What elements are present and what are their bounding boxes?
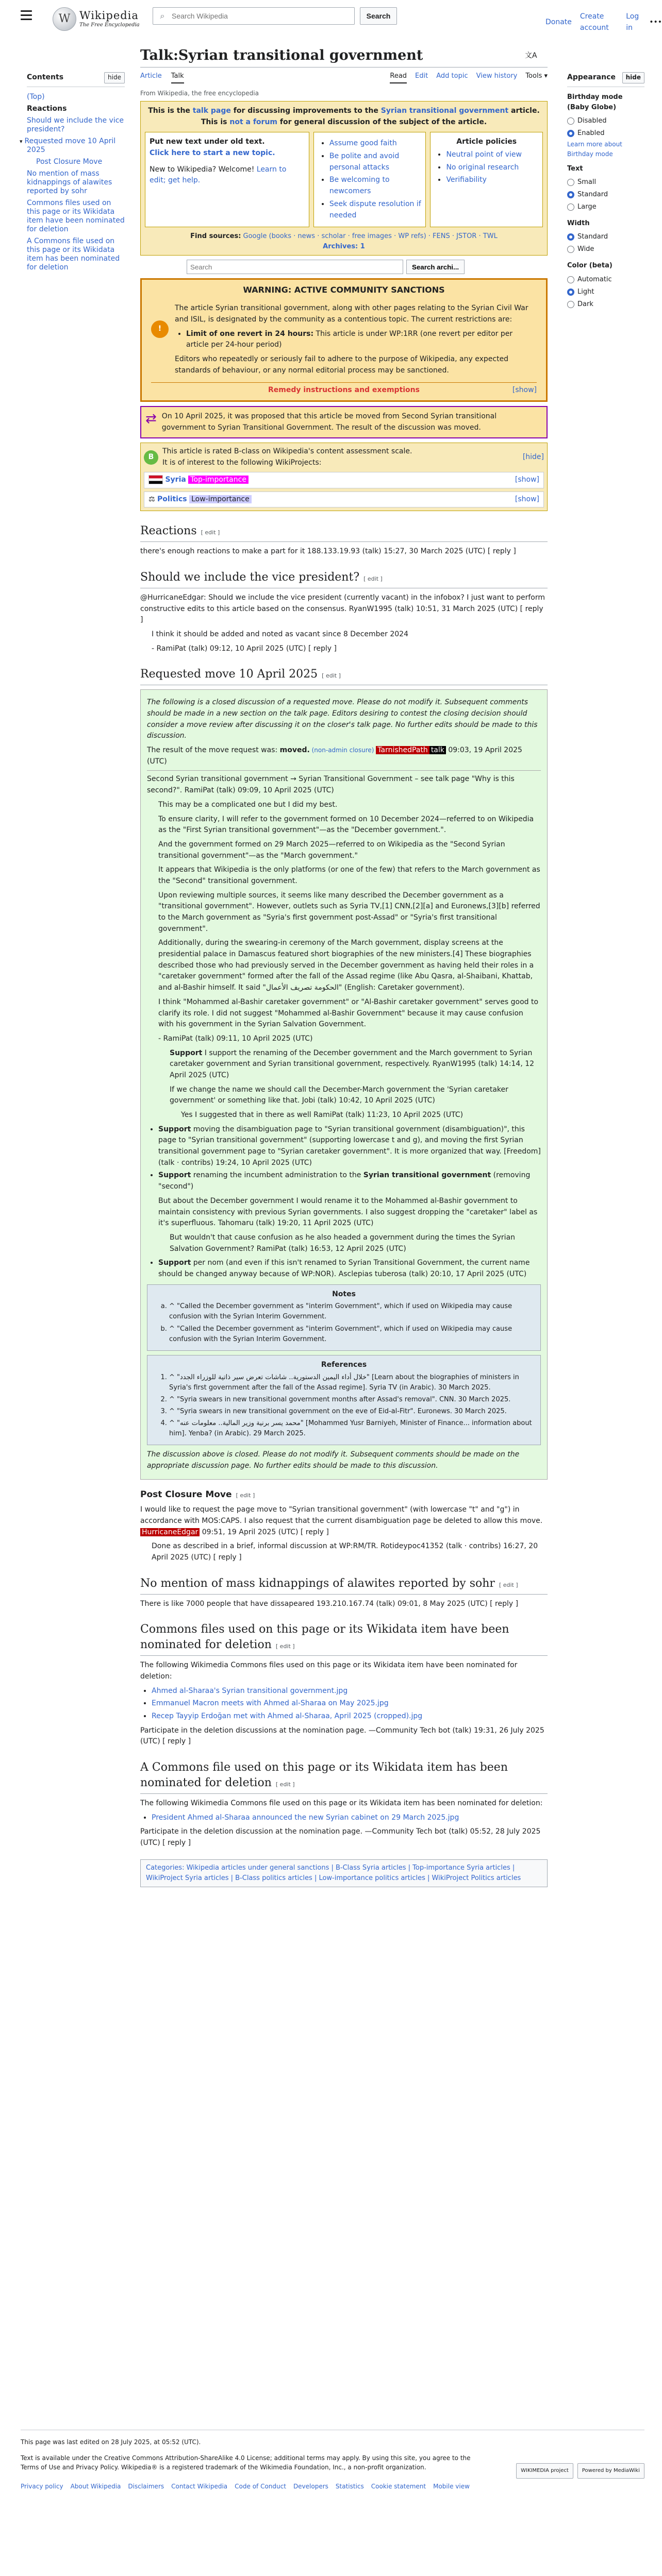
- comment: I think it should be added and noted as vacant since 8 December 2024: [152, 630, 408, 638]
- syria-show-toggle[interactable]: [show]: [515, 475, 539, 484]
- categories-box: Categories: Wikipedia articles under general sanctions | B-Class Syria articles | Top-importance Syria articles | WikiProject Syria articles | B-Class politics articles | Low-importance politics articles | WikiProject Politics articles: [140, 1859, 548, 1887]
- comment: Participate in the deletion discussions at the nomination page. —Community Tech bot (talk) 19:31, 26 July 2025 (UTC) [ reply ]: [140, 1726, 544, 1746]
- tab-article[interactable]: Article: [140, 72, 162, 80]
- moved-notice: ⇄ On 10 April 2025, it was proposed that this article be moved from Second Syrian transitional government to Syrian Transitional Government. The result of the discussion was moved.: [140, 406, 548, 438]
- section-commons-file: A Commons file used on this page or its Wikidata item has been nominated for deletion [ edit ]: [140, 1760, 548, 1794]
- article-policies-panel: Article policies • Neutral point of view • No original research • Verifiability: [430, 132, 543, 227]
- page-tabs: [140, 71, 548, 84]
- tools-dropdown[interactable]: Tools ▾: [525, 72, 548, 80]
- wikipedia-logo[interactable]: [53, 7, 140, 31]
- talk-content: This is the talk page for discussing improvements to the Syrian transitional government article. This is not a forum for general discussion of the subject of the article. Put new text under old text. Click here to start a new topic. New to Wikipedia? Welcome! Learn to edit; get help. • Assume good faith • Be polite and avoid personal attacks • Be welcoming to newcomers • Seek dispute resolution if needed Article policies • Neutral point of view • No original research • Verifiability Find sources: Google (books · news · scholar · free images · WP refs) · FENS · JSTOR · TWL Archives: 1 Search Search archi... WARNING: ACTIVE COMMUNITY SANCTIONS ! The article Syrian transitional government, along with other pages relating to the Syrian Civil War and ISIL, is designated by the community as a contentious topic. The current restrictions are: • Limit of one revert in 24 hours: This article is under WP:1RR (one revert per editor per article per 24-hour period) Editors who repeatedly or seriously fail to adhere to the purpose of Wikipedia, any expected standards of behaviour, or any normal editorial process may be sanctioned. Remedy instructions and exemptions [show] ⇄ On 10 April 2025, it was proposed that this article be moved from Second Syrian transitional government to Syrian Transitional Government. The result of the discussion was moved. B This article is rated B-class on Wikipedia's content assessment scale. It is of interest to the following WikiProjects: [hide] Syria Top-importance [show] ⚖ Politics Low-importance [show] Reactions [ edit ] there's enough reactions to make a part for it 188.133.19.93 (talk) 15:27, 30 March 2025 (UTC) [ reply ] Should we include the vice president? [ edit ] @HurricaneEdgar: Should we include the vice president (currently vacant) in the infobox? I just want to perform constructive edits to this article based on the consensus. RyanW1995 (talk) 10:51, 31 March 2025 (UTC) [ reply ] I think it should be added and noted as vacant since 8 December 2024 - RamiPat (talk) 09:12, 10 April 2025 (UTC) [ reply ] Requested move 10 April 2025 [ edit ] The following is a closed discussion of a requested move. Please do not modify it. Subsequent comments should be made in a new section on the talk page. Editors desiring to contest the closing decision should consider a move review after discussing it on the closer's talk page. No further edits should be made to this discussion. The result of the move request was: moved. (non-admin closure) TarnishedPath talk 09:03, 19 April 2025 (UTC) Second Syrian transitional government → Syrian Transitional Government – see talk page "Why is this second?". RamiPat (talk) 09:09, 10 April 2025 (UTC) This may be a complicated one but I did my best. To ensure clarity, I will refer to the government formed on 10 December 2024—referred to on Wikipedia as the "First Syrian transitional government"—as the "December government.". And the government formed on 29 March 2025—referred to on Wikipedia as the "Second Syrian transitional government"—as the "March government." It appears that Wikipedia is the only platforms (or one of the few) that refers to the March government as the "Second" transitional government. Upon reviewing multiple sources, it seems like many described the December government as a "transitional government". However, outlets such as Syria TV,[1] CNN,[2][a] and Euronews,[3][b] referred to the March government as "Syria's first government post-Assad" or "Syria's first transitional government". Additionally, during the swearing-in ceremony of the March government, display screens at the presidential palace in Damascus featured short biographies of the new ministers.[4] These biographies described those who had previously served in the December government as having held their roles in a "caretaker government" formed after the fall of the Assad regime (like Abu Qasra, al-Shaibani, Khattab, and al-Bashir himself. It said "الحكومة تصريف الأعمال" (English: Caretaker government). I think "Mohammed al-Bashir caretaker government" or "Al-Bashir caretaker government" serves good to clarify its role. I did not suggest "Mohammed al-Bashir Government" because it may cause confusion with his government in the Syrian Salvation Government. - RamiPat (talk) 09:11, 10 April 2025 (UTC) Support I support the renaming of the December government and the March government to Syrian caretaker government and Syrian transitional government, respectively. RyanW1995 (talk) 14:14, 12 April 2025 (UTC) If we change the name we should call the December-March government the 'Syrian caretaker government' or something like that. Jobi (talk) 10:42, 10 April 2025 (UTC) Yes I suggested that in there as well RamiPat (talk) 11:23, 10 April 2025 (UTC) • Support moving the disambiguation page to "Syrian transitional government (disambiguation)", this page to "Syrian transitional government" (supporting lowercase t and g), and moving the first Syrian transitional government page to "Syrian caretaker government". It is more organized that way. [Freedom] (talk · contribs) 19:24, 10 April 2025 (UTC) • Support renaming the incumbent administration to the Syrian transitional government (removing "second") But about the December government I would rename it to the Mohammed al-Bashir government to maintain consistency with previous Syrian governments. I also suggest dropping the "caretaker" label as it's superfluous. Tahomaru (talk) 19:20, 11 April 2025 (UTC) But wouldn't that cause confusion as he also headed a government during the times the Syrian Salvation Government? RamiPat (talk) 16:53, 12 April 2025 (UTC) • Support per nom (and even if this isn't renamed to Syrian Transitional Government, the current name should be changed anyway because of WP:NOR). Asclepias tuberosa (talk) 20:10, 17 April 2025 (UTC) Notes a. ^ "Called the December government as "interim Government", which if used on Wikipedia may cause confusion with the Syrian Interim Government. b. ^ "Called the December government as "interim Government", which if used on Wikipedia may cause confusion with the Syrian Interim Government. References 1. ^ "خلال أداء اليمين الدستورية.. شاشات تعرض سير ذاتية للوزراء الجدد" [Learn about the biographies of ministers in Syria's first government after the fall of the Assad regime]. Syria TV (in Arabic). 30 March 2025. 2. ^ "Syria swears in new transitional government months after Assad's removal". CNN. 30 March 2025. 3. ^ "Syria swears in new transitional government on the eve of Eid-al-Fitr". Euronews. 30 March 2025. 4. ^ "محمد يسر برنية وزير المالية.. معلومات عنه" [Mohammed Yusr Barniyeh, Minister of Finance... information about him]. Yenba? (in Arabic). 29 March 2025. The discussion above is closed. Please do not modify it. Subsequent comments should be made on the appropriate discussion page. No further edits should be made to this discussion. Post Closure Move [ edit ] I would like to request the page move to "Syrian transitional government" (with lowercase "t" and "g") in accordance with MOS:CAPS. I also request that the current disambiguation page be deleted to allow this move. HurricaneEdgar 09:51, 19 April 2025 (UTC) [ reply ] Done as described in a brief, informal discussion at WP:RM/TR. Rotideypoc41352 (talk · contribs) 16:27, 20 April 2025 (UTC) [ reply ] No mention of mass kidnappings of alawites reported by sohr [ edit ] There is like 7000 people that have dissapeared 193.210.167.74 (talk) 09:01, 8 May 2025 (UTC) [ reply ] Commons files used on this page or its Wikidata item have been nominated for deletion [ edit ] The following Wikimedia Commons files used on this page or its Wikidata item have been nominated for deletion: • Ahmed al-Sharaa's Syrian transitional government.jpg • Emmanuel Macron meets with Ahmed al-Sharaa on May 2025.jpg • Recep Tayyip Erdoğan met with Ahmed al-Sharaa, April 2025 (cropped).jpg Participate in the deletion discussions at the nomination page. —Community Tech bot (talk) 19:31, 26 July 2025 (UTC) [ reply ] A Commons file used on this page or its Wikidata item has been nominated for deletion [ edit ] The following Wikimedia Commons file used on this page or its Wikidata item has been nominated for deletion: • President Ahmed al-Sharaa announced the new Syrian cabinet on 29 March 2025.jpg Participate in the deletion discussion at the nomination page. —Community Tech bot (talk) 05:52, 28 July 2025 (UTC) [ reply ] Categories: Wikipedia articles under general sanctions | B-Class Syria articles | Top-importance Syria articles | WikiProject Syria articles | B-Class politics articles | Low-importance politics articles | WikiProject Politics articles: [140, 101, 548, 1887]
- color-light-radio[interactable]: Light: [567, 286, 644, 298]
- policy-npov[interactable]: Neutral point of view: [446, 150, 522, 159]
- birthday-enabled-radio[interactable]: Enabled: [567, 127, 644, 140]
- section-requested-move: Requested move 10 April 2025 [ edit ]: [140, 667, 548, 685]
- section-kidnappings: No mention of mass kidnappings of alawites reported by sohr [ edit ]: [140, 1576, 548, 1595]
- language-icon[interactable]: 文A: [525, 52, 537, 60]
- warning-icon: !: [151, 320, 169, 338]
- move-result: The result of the move request was: moved. (non-admin closure) TarnishedPath talk 09:03, 19 April 2025 (UTC): [147, 746, 522, 766]
- tab-read[interactable]: Read: [390, 71, 407, 83]
- comment: I would like to request the page move to "Syrian transitional government" (with lowercase "t" and "g") in accordance with MOS:CAPS. I also request that the current disambiguation page be deleted to allow this move. HurricaneEdgar 09:51, 19 April 2025 (UTC) [ reply ]: [140, 1505, 543, 1536]
- new-topic-panel: Put new text under old text. Click here to start a new topic. New to Wikipedia? Welcome! Learn to edit; get help.: [145, 132, 309, 227]
- comment: There is like 7000 people that have dissapeared 193.210.167.74 (talk) 09:01, 8 May 2025 (UTC) [ reply ]: [140, 1599, 519, 1608]
- footer-link[interactable]: Cookie statement: [371, 2482, 426, 2490]
- edit-link[interactable]: [ edit ]: [236, 1492, 255, 1499]
- edit-link[interactable]: [ edit ]: [201, 529, 220, 536]
- toc-item-vice-president[interactable]: Should we include the vice president?: [27, 116, 124, 133]
- width-standard-radio[interactable]: Standard: [567, 231, 644, 243]
- birthday-learn-link[interactable]: Learn more about Birthday mode: [567, 140, 622, 158]
- talk-header-notice: This is the talk page for discussing improvements to the Syrian transitional government article. This is not a forum for general discussion of the subject of the article.: [141, 101, 547, 132]
- color-label: Color (beta): [567, 262, 613, 270]
- toc-item-top[interactable]: (Top): [27, 92, 45, 101]
- birthday-disabled-radio[interactable]: Disabled: [567, 115, 644, 127]
- page-title: Talk:Syrian transitional government: [140, 46, 548, 67]
- toc-item-commons-files[interactable]: Commons files used on this page or its Wikidata item have been nominated for deletion: [27, 198, 125, 233]
- user-links: [545, 11, 662, 33]
- commons-file-link[interactable]: President Ahmed al-Sharaa announced the new Syrian cabinet on 29 March 2025.jpg: [152, 1813, 459, 1822]
- edit-link[interactable]: [ edit ]: [499, 1581, 518, 1588]
- commons-file-link[interactable]: Recep Tayyip Erdoğan met with Ahmed al-Sharaa, April 2025 (cropped).jpg: [152, 1712, 423, 1721]
- b-class-icon: B: [144, 450, 158, 465]
- search-box: [153, 7, 355, 25]
- log-in-link[interactable]: Log in: [626, 12, 639, 32]
- license-text: Text is available under the Creative Commons Attribution-ShareAlike 4.0 License; additional terms may apply. By using this site, you agree to the Terms of Use and Privacy Policy. Wikipedia® is a registered trademark of the Wikimedia Foundation, Inc., a non-profit organization.: [21, 2454, 471, 2471]
- footer-link[interactable]: Mobile view: [433, 2482, 470, 2490]
- donate-link[interactable]: Donate: [545, 18, 572, 26]
- text-large-radio[interactable]: Large: [567, 201, 644, 213]
- footer-link[interactable]: Code of Conduct: [235, 2482, 286, 2490]
- comment: Done as described in a brief, informal discussion at WP:RM/TR. Rotideypoc41352 (talk · contribs) 16:27, 20 April 2025 (UTC) [ reply ]: [152, 1542, 538, 1562]
- footer-link[interactable]: Statistics: [335, 2482, 364, 2490]
- search-icon: ⌕: [160, 10, 165, 21]
- search-input[interactable]: [172, 12, 354, 20]
- tip-good-faith[interactable]: Assume good faith: [329, 139, 397, 148]
- more-options-icon[interactable]: •••: [649, 18, 662, 26]
- assessment-box: B This article is rated B-class on Wikipedia's content assessment scale. It is of interest to the following WikiProjects: [hide] Syria Top-importance [show] ⚖ Politics Low-importance [show]: [140, 443, 548, 511]
- tab-add-topic[interactable]: Add topic: [436, 72, 468, 80]
- last-edited: This page was last edited on 28 July 2025, at 05:52 (UTC).: [21, 2438, 201, 2446]
- archive-search: [140, 260, 548, 274]
- toc-hide-button[interactable]: hide: [104, 72, 125, 83]
- section-vice-president: Should we include the vice president? [ edit ]: [140, 570, 548, 588]
- width-label: Width: [567, 219, 590, 228]
- closed-discussion: The following is a closed discussion of a requested move. Please do not modify it. Subsequent comments should be made in a new section on the talk page. Editors desiring to contest the closing decision should consider a move review after discussing it on the closer's talk page. No further edits should be made to this discussion. The result of the move request was: moved. (non-admin closure) TarnishedPath talk 09:03, 19 April 2025 (UTC) Second Syrian transitional government → Syrian Transitional Government – see talk page "Why is this second?". RamiPat (talk) 09:09, 10 April 2025 (UTC) This may be a complicated one but I did my best. To ensure clarity, I will refer to the government formed on 10 December 2024—referred to on Wikipedia as the "First Syrian transitional government"—as the "December government.". And the government formed on 29 March 2025—referred to on Wikipedia as the "Second Syrian transitional government"—as the "March government." It appears that Wikipedia is the only platforms (or one of the few) that refers to the March government as the "Second" transitional government. Upon reviewing multiple sources, it seems like many described the December government as a "transitional government". However, outlets such as Syria TV,[1] CNN,[2][a] and Euronews,[3][b] referred to the March government as "Syria's first government post-Assad" or "Syria's first transitional government". Additionally, during the swearing-in ceremony of the March government, display screens at the presidential palace in Damascus featured short biographies of the new ministers.[4] These biographies described those who had previously served in the December government as having held their roles in a "caretaker government" formed after the fall of the Assad regime (like Abu Qasra, al-Shaibani, Khattab, and al-Bashir himself. It said "الحكومة تصريف الأعمال" (English: Caretaker government). I think "Mohammed al-Bashir caretaker government" or "Al-Bashir caretaker government" serves good to clarify its role. I did not suggest "Mohammed al-Bashir Government" because it may cause confusion with his government in the Syrian Salvation Government. - RamiPat (talk) 09:11, 10 April 2025 (UTC) Support I support the renaming of the December government and the March government to Syrian caretaker government and Syrian transitional government, respectively. RyanW1995 (talk) 14:14, 12 April 2025 (UTC) If we change the name we should call the December-March government the 'Syrian caretaker government' or something like that. Jobi (talk) 10:42, 10 April 2025 (UTC) Yes I suggested that in there as well RamiPat (talk) 11:23, 10 April 2025 (UTC) • Support moving the disambiguation page to "Syrian transitional government (disambiguation)", this page to "Syrian transitional government" (supporting lowercase t and g), and moving the first Syrian transitional government page to "Syrian caretaker government". It is more organized that way. [Freedom] (talk · contribs) 19:24, 10 April 2025 (UTC) • Support renaming the incumbent administration to the Syrian transitional government (removing "second") But about the December government I would rename it to the Mohammed al-Bashir government to maintain consistency with previous Syrian governments. I also suggest dropping the "caretaker" label as it's superfluous. Tahomaru (talk) 19:20, 11 April 2025 (UTC) But wouldn't that cause confusion as he also headed a government during the times the Syrian Salvation Government? RamiPat (talk) 16:53, 12 April 2025 (UTC) • Support per nom (and even if this isn't renamed to Syrian Transitional Government, the current name should be changed anyway because of WP:NOR). Asclepias tuberosa (talk) 20:10, 17 April 2025 (UTC) Notes a. ^ "Called the December government as "interim Government", which if used on Wikipedia may cause confusion with the Syrian Interim Government. b. ^ "Called the December government as "interim Government", which if used on Wikipedia may cause confusion with the Syrian Interim Government. References 1. ^ "خلال أداء اليمين الدستورية.. شاشات تعرض سير ذاتية للوزراء الجدد" [Learn about the biographies of ministers in Syria's first government after the fall of the Assad regime]. Syria TV (in Arabic). 30 March 2025. 2. ^ "Syria swears in new transitional government months after Assad's removal". CNN. 30 March 2025. 3. ^ "Syria swears in new transitional government on the eve of Eid-al-Fitr". Euronews. 30 March 2025. 4. ^ "محمد يسر برنية وزير المالية.. معلومات عنه" [Mohammed Yusr Barniyeh, Minister of Finance... information about him]. Yenba? (in Arabic). 29 March 2025. The discussion above is closed. Please do not modify it. Subsequent comments should be made on the appropriate discussion page. No further edits should be made to this discussion.: [140, 689, 548, 1479]
- comment: - RamiPat (talk) 09:12, 10 April 2025 (UTC) [ reply ]: [152, 644, 337, 653]
- birthday-label: Birthday mode (Baby Globe): [567, 93, 623, 111]
- references-box: References 1. ^ "خلال أداء اليمين الدستورية.. شاشات تعرض سير ذاتية للوزراء الجدد" [Learn about the biographies of ministers in Syria's first government after the fall of the Assad regime]. Syria TV (in Arabic). 30 March 2025. 2. ^ "Syria swears in new transitional government months after Assad's removal". CNN. 30 March 2025. 3. ^ "Syria swears in new transitional government on the eve of Eid-al-Fitr". Euronews. 30 March 2025. 4. ^ "محمد يسر برنية وزير المالية.. معلومات عنه" [Mohammed Yusr Barniyeh, Minister of Finance... information about him]. Yenba? (in Arabic). 29 March 2025.: [147, 1355, 541, 1446]
- politics-icon: ⚖: [148, 495, 155, 503]
- table-of-contents: [24, 72, 125, 274]
- footer-link[interactable]: Developers: [293, 2482, 328, 2490]
- archives-link[interactable]: Archives: 1: [323, 243, 365, 251]
- tab-edit[interactable]: Edit: [415, 72, 428, 80]
- edit-link[interactable]: [ edit ]: [275, 1781, 295, 1788]
- search-button[interactable]: Search: [360, 7, 397, 25]
- sanctions-title: WARNING: ACTIVE COMMUNITY SANCTIONS: [243, 285, 445, 295]
- remedy-show-toggle[interactable]: [show]: [512, 386, 537, 395]
- tab-talk[interactable]: Talk: [171, 71, 184, 83]
- nomination: Second Syrian transitional government → Syrian Transitional Government – see talk page "Why is this second?". RamiPat (talk) 09:09, 10 April 2025 (UTC): [147, 775, 515, 795]
- find-sources: Find sources: Google (books · news · scholar · free images · WP refs) · FENS · JSTOR · TWL Archives: 1: [141, 231, 547, 255]
- edit-link[interactable]: [ edit ]: [275, 1643, 295, 1650]
- remedy-instructions: Remedy instructions and exemptions: [268, 386, 420, 395]
- new-topic-link[interactable]: Click here to start a new topic.: [150, 149, 275, 158]
- text-size-label: Text: [567, 165, 583, 173]
- not-forum-link[interactable]: not a forum: [229, 117, 277, 126]
- edit-link[interactable]: [ edit ]: [363, 575, 383, 582]
- toc-item-kidnappings[interactable]: No mention of mass kidnappings of alawites reported by sohr: [27, 169, 112, 195]
- section-post-closure-move: Post Closure Move [ edit ]: [140, 1489, 255, 1500]
- toc-item-post-closure-move[interactable]: Post Closure Move: [36, 157, 103, 166]
- logo-wordmark: Wikipedia: [79, 9, 139, 22]
- globe-icon: W: [53, 7, 76, 31]
- comment: there's enough reactions to make a part for it 188.133.19.93 (talk) 15:27, 30 March 2025 (UTC) [ reply ]: [140, 547, 516, 556]
- tab-view-history[interactable]: View history: [476, 72, 518, 80]
- appearance-hide-button[interactable]: hide: [622, 72, 644, 83]
- policy-verifiability[interactable]: Verifiability: [446, 176, 487, 184]
- syria-flag-icon: [148, 475, 163, 484]
- page-footer: [21, 2430, 644, 2491]
- main-menu-icon[interactable]: [21, 10, 32, 21]
- edit-link[interactable]: [ edit ]: [322, 672, 341, 680]
- wikiproject-syria: Syria Top-importance [show]: [144, 472, 544, 488]
- sanctions-box: WARNING: ACTIVE COMMUNITY SANCTIONS ! The article Syrian transitional government, along with other pages relating to the Syrian Civil War and ISIL, is designated by the community as a contentious topic. The current restrictions are: • Limit of one revert in 24 hours: This article is under WP:1RR (one revert per editor per article per 24-hour period) Editors who repeatedly or seriously fail to adhere to the purpose of Wikipedia, any expected standards of behaviour, or any normal editorial process may be sanctioned. Remedy instructions and exemptions [show]: [140, 278, 548, 402]
- talk-tips-panel: [313, 132, 426, 227]
- logo-tagline: The Free Encyclopedia: [79, 22, 140, 28]
- appearance-panel: [567, 72, 644, 311]
- wikiproject-politics: ⚖ Politics Low-importance [show]: [144, 492, 544, 508]
- wikimedia-badge[interactable]: WIKIMEDIA project: [516, 2463, 573, 2479]
- talk-page-link[interactable]: talk page: [192, 107, 231, 115]
- site-header: [0, 0, 662, 33]
- closed-notice: The following is a closed discussion of a requested move. Please do not modify it. Subsequent comments should be made in a new section on the talk page. Editors desiring to contest the closing decision should consider a move review after discussing it on the closer's talk page. No further edits should be made to this discussion.: [147, 698, 538, 740]
- archive-search-button[interactable]: Search archi...: [406, 260, 465, 274]
- assessment-hide-toggle[interactable]: [hide]: [522, 453, 544, 462]
- tip-dispute[interactable]: Seek dispute resolution if needed: [329, 199, 421, 219]
- toc-item-requested-move[interactable]: ▾ Requested move 10 April 2025: [27, 135, 125, 156]
- footer-link[interactable]: Contact Wikipedia: [171, 2482, 228, 2490]
- page-tagline: From Wikipedia, the free encyclopedia: [140, 90, 259, 97]
- commons-file-link[interactable]: Ahmed al-Sharaa's Syrian transitional government.jpg: [152, 1686, 348, 1695]
- mediawiki-badge[interactable]: Powered by MediaWiki: [577, 2463, 644, 2479]
- section-commons-files: Commons files used on this page or its Wikidata item have been nominated for deletion [ edit ]: [140, 1622, 548, 1656]
- create-account-link[interactable]: Create account: [580, 12, 609, 32]
- closed-end-notice: The discussion above is closed. Please do not modify it. Subsequent comments should be made on the appropriate discussion page. No further edits should be made to this discussion.: [147, 1450, 520, 1470]
- footer-link[interactable]: Privacy policy: [21, 2482, 63, 2490]
- text-standard-radio[interactable]: Standard: [567, 189, 644, 201]
- comment: @HurricaneEdgar: Should we include the vice president (currently vacant) in the infobox? I just want to perform constructive edits to this article based on the consensus. RyanW1995 (talk) 10:51, 31 March 2025 (UTC) [ reply ]: [140, 593, 545, 624]
- width-wide-radio[interactable]: Wide: [567, 243, 644, 256]
- tip-welcoming[interactable]: Be welcoming to newcomers: [329, 176, 390, 196]
- politics-show-toggle[interactable]: [show]: [515, 495, 539, 503]
- article-link[interactable]: Syrian transitional government: [380, 107, 509, 115]
- commons-file-link[interactable]: Emmanuel Macron meets with Ahmed al-Sharaa on May 2025.jpg: [152, 1699, 389, 1708]
- color-automatic-radio[interactable]: Automatic: [567, 274, 644, 286]
- learn-edit-link[interactable]: Learn to edit; get help.: [150, 165, 287, 185]
- comment: Participate in the deletion discussion at the nomination page. —Community Tech bot (talk) 05:52, 28 July 2025 (UTC) [ reply ]: [140, 1827, 541, 1848]
- tip-polite[interactable]: Be polite and avoid personal attacks: [329, 152, 400, 172]
- toc-item-reactions[interactable]: Reactions: [27, 104, 67, 113]
- notes-box: Notes a. ^ "Called the December government as "interim Government", which if used on Wikipedia may cause confusion with the Syrian Interim Government. b. ^ "Called the December government as "interim Government", which if used on Wikipedia may cause confusion with the Syrian Interim Government.: [147, 1284, 541, 1351]
- footer-link[interactable]: About Wikipedia: [70, 2482, 121, 2490]
- footer-link[interactable]: Disclaimers: [128, 2482, 164, 2490]
- section-reactions: Reactions [ edit ]: [140, 523, 548, 542]
- talk-header-box: [140, 101, 548, 256]
- move-arrows-icon: ⇄: [145, 411, 157, 427]
- toc-title: Contents: [27, 73, 64, 81]
- toc-item-commons-file[interactable]: A Commons file used on this page or its Wikidata item has been nominated for deletion: [27, 236, 120, 272]
- text-small-radio[interactable]: Small: [567, 176, 644, 189]
- policy-nor[interactable]: No original research: [446, 163, 519, 172]
- color-dark-radio[interactable]: Dark: [567, 298, 644, 311]
- appearance-title: Appearance: [567, 73, 616, 81]
- archive-search-input[interactable]: [187, 260, 403, 274]
